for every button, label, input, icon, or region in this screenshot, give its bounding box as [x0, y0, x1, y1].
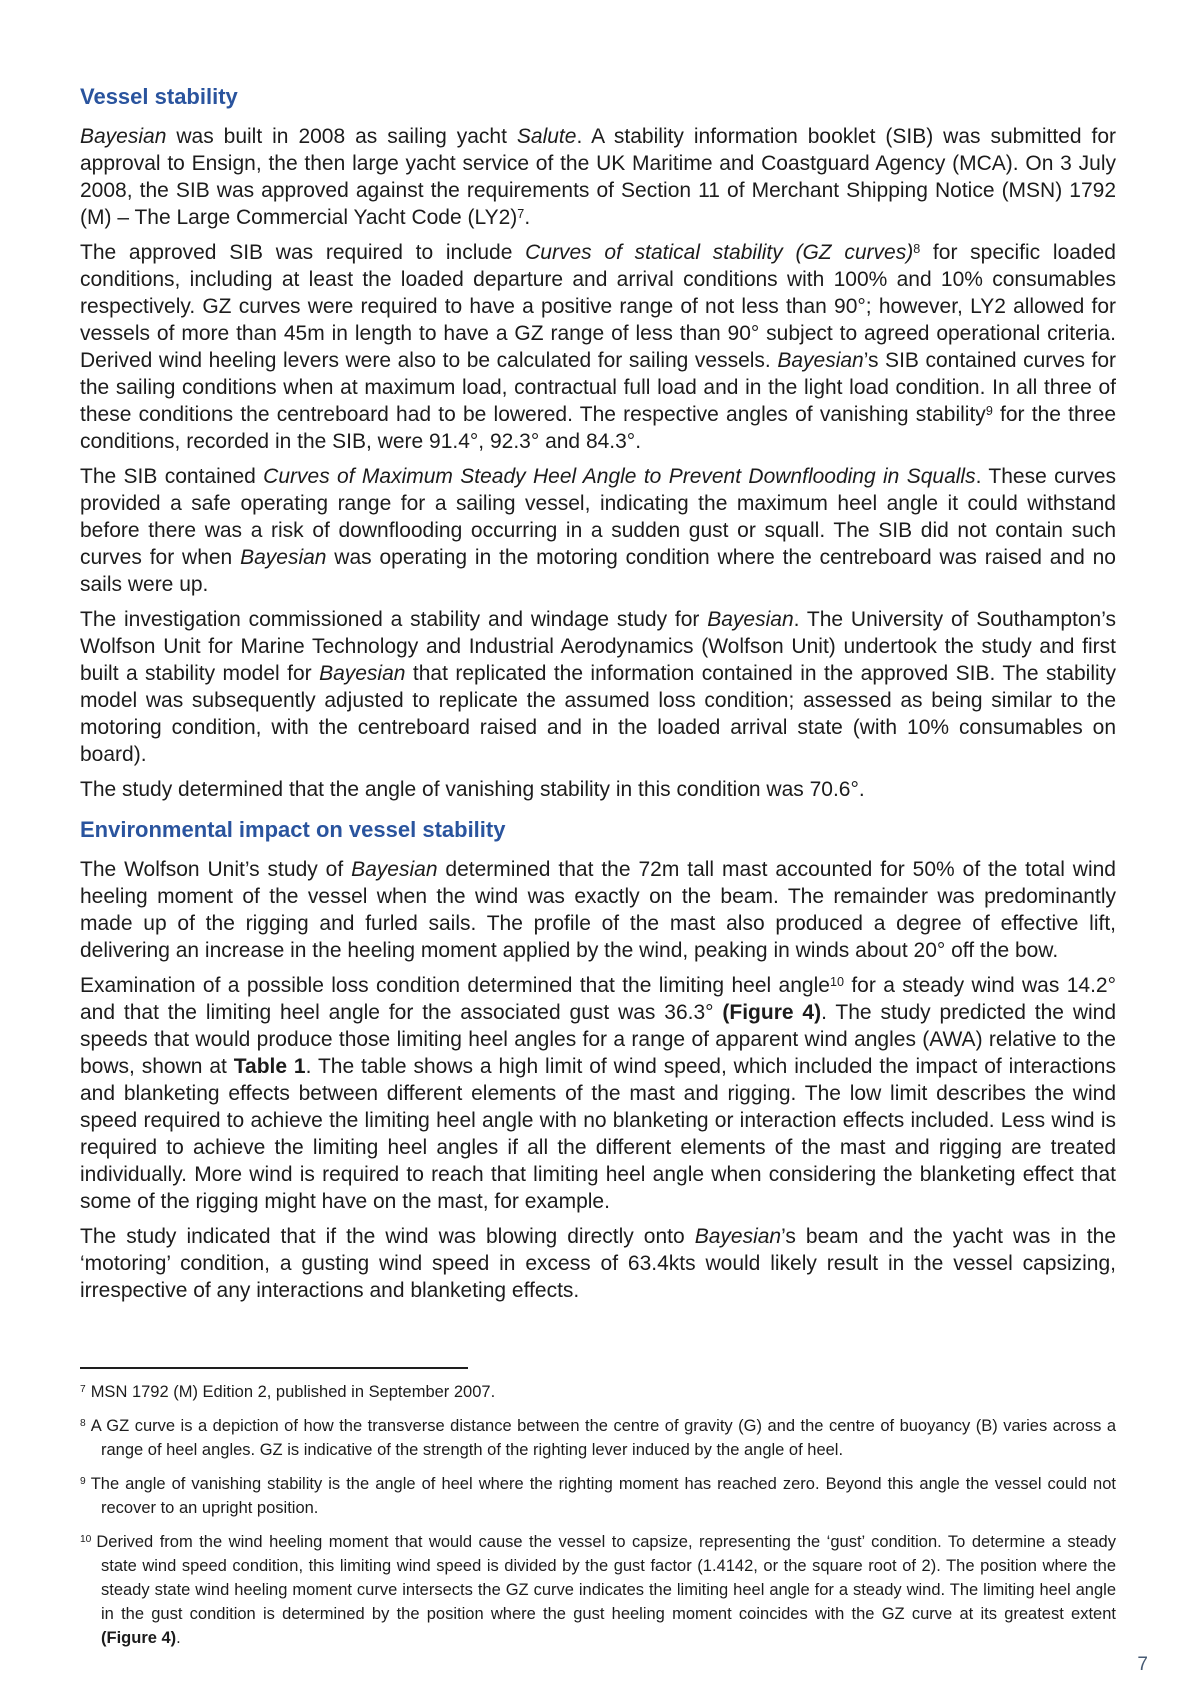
text-run: The investigation commissioned a stability and windage study for	[80, 608, 708, 631]
footnotes-section	[80, 1367, 1116, 1660]
text-run: The study determined that the angle of vanishing stability in this condition was 70.6°.	[80, 778, 865, 801]
footnote-reference: 7	[517, 207, 525, 222]
footnote-item	[80, 1414, 1116, 1462]
text-run: . These curves provided a safe operating range for a sailing vessel, indicating the maximum heel angle it could withstand before there was a risk of downflooding occurring in a sudden gust or squall. The SIB did not contain such curves for when	[80, 465, 1116, 569]
document-content	[80, 84, 1116, 1312]
text-run: .	[176, 1629, 181, 1647]
text-run: . The study predicted the wind speeds that would produce those limiting heel angles for a range of apparent wind angles (AWA) relative to the bows, shown at	[80, 1001, 1117, 1078]
footnote-marker: 9	[80, 1476, 86, 1488]
text-run: for a steady wind was 14.2° and that the limiting heel angle for the associated gust was 36.3°	[80, 974, 1116, 1024]
body-paragraph	[80, 776, 1116, 803]
text-run: The SIB contained	[80, 465, 264, 488]
footnote-reference: 10	[829, 975, 844, 990]
text-run: . The University of Southampton’s Wolfson Unit for Marine Technology and Industrial Aerodynamics (Wolfson Unit) undertook the study and first built a stability model for	[80, 608, 1116, 685]
footnote-marker: 7	[80, 1384, 86, 1396]
text-run: ’s beam and the yacht was in the ‘motoring’ condition, a gusting wind speed in excess of 63.4kts would likely result in the vessel capsizing, irrespective of any interactions and blanketing effects.	[80, 1225, 1116, 1302]
text-run: that replicated the information contained in the approved SIB. The stability model was subsequently adjusted to replicate the assumed loss condition; assessed as being similar to the motoring condition, with the centreboard raised and in the loaded arrival state (with 10% consumables on board).	[80, 662, 1116, 766]
text-run: determined that the 72m tall mast accounted for 50% of the total wind heeling moment of the vessel when the wind was exactly on the beam. The remainder was predominantly made up of the rigging and furled sails. The profile of the mast also produced a degree of effective lift, delivering an increase in the heeling moment applied by the wind, peaking in winds about 20° off the bow.	[80, 858, 1116, 962]
text-run: Bayesian	[80, 125, 167, 148]
section-heading: Vessel stability	[80, 84, 238, 109]
body-paragraph	[80, 606, 1116, 768]
footnote-separator	[80, 1367, 468, 1369]
text-run: Bayesian	[351, 858, 438, 881]
footnote-item	[80, 1530, 1116, 1650]
text-run: Table 1	[233, 1055, 306, 1078]
page-number: 7	[1137, 1654, 1148, 1675]
footnote-marker: 10	[80, 1534, 92, 1546]
footnote-list	[80, 1380, 1116, 1650]
footnote-item	[80, 1380, 1116, 1404]
footnote-marker: 8	[80, 1418, 86, 1430]
body-paragraph	[80, 123, 1116, 231]
footnote-reference: 8	[913, 242, 921, 257]
body-paragraph	[80, 856, 1116, 964]
text-run: A GZ curve is a depiction of how the transverse distance between the centre of gravity (G) and the centre of buoyancy (B) varies across a range of heel angles. GZ is indicative of the strength of the righting lever induced by the angle of heel.	[90, 1417, 1116, 1459]
text-run: for the three conditions, recorded in the SIB, were 91.4°, 92.3° and 84.3°.	[80, 403, 1117, 453]
text-run: Curves of Maximum Steady Heel Angle to Prevent Downflooding in Squalls	[263, 465, 976, 488]
text-run: Bayesian	[694, 1225, 782, 1248]
footnote-reference: 9	[985, 404, 993, 419]
text-run: Salute	[516, 125, 577, 148]
text-run: The angle of vanishing stability is the angle of heel where the righting moment has reached zero. Beyond this angle the vessel could not recover to an upright position.	[90, 1475, 1116, 1517]
text-run: Bayesian	[240, 546, 327, 569]
text-run: .	[524, 206, 531, 229]
section-heading: Environmental impact on vessel stability	[80, 817, 506, 842]
text-run: (Figure 4)	[722, 1001, 822, 1024]
text-run: Bayesian	[777, 349, 864, 372]
footnote-item	[80, 1472, 1116, 1520]
text-run: Examination of a possible loss condition determined that the limiting heel angle	[80, 974, 830, 997]
body-paragraph	[80, 1223, 1116, 1304]
text-run: The approved SIB was required to include	[80, 241, 526, 264]
text-run: was operating in the motoring condition where the centreboard was raised and no sails were up.	[80, 546, 1116, 596]
text-run: Curves of statical stability (GZ curves)	[525, 241, 914, 264]
text-run: . A stability information booklet (SIB) was submitted for approval to Ensign, the then large yacht service of the UK Maritime and Coastguard Agency (MCA). On 3 July 2008, the SIB was approved against the requirements of Section 11 of Merchant Shipping Notice (MSN) 1792 (M) – The Large Commercial Yacht Code (LY2)	[80, 125, 1116, 229]
text-run: (Figure 4)	[101, 1629, 177, 1647]
text-run: for specific loaded conditions, including at least the loaded departure and arrival conditions with 100% and 10% consumables respectively. GZ curves were required to have a positive range of not less than 90°; however, LY2 allowed for vessels of more than 45m in length to have a GZ range of less than 90° subject to agreed operational criteria. Derived wind heeling levers were also to be calculated for sailing vessels.	[80, 241, 1116, 372]
text-run: Derived from the wind heeling moment that would cause the vessel to capsize, representing the ‘gust’ condition. To determine a steady state wind speed condition, this limiting wind speed is divided by the gust factor (1.4142, or the square root of 2). The position where the steady state wind heeling moment curve intersects the GZ curve indicates the limiting heel angle for a steady wind. The limiting heel angle in the gust condition is determined by the position where the gust heeling moment coincides with the GZ curve at its greatest extent	[96, 1533, 1116, 1623]
text-run: MSN 1792 (M) Edition 2, published in September 2007.	[90, 1383, 496, 1401]
text-run: ’s SIB contained curves for the sailing conditions when at maximum load, contractual full load and in the light load condition. In all three of these conditions the centreboard had to be lowered. The respective angles of vanishing stability	[80, 349, 1117, 426]
text-run: Bayesian	[319, 662, 406, 685]
text-run: The study indicated that if the wind was blowing directly onto	[80, 1225, 695, 1248]
body-paragraph	[80, 239, 1116, 455]
text-run: was built in 2008 as sailing yacht	[166, 125, 517, 148]
body-paragraph	[80, 463, 1116, 598]
text-run: Bayesian	[707, 608, 794, 631]
body-paragraph	[80, 972, 1116, 1215]
text-run: . The table shows a high limit of wind speed, which included the impact of interactions and blanketing effects between different elements of the mast and rigging. The low limit describes the wind speed required to achieve the limiting heel angle with no blanketing or interaction effects included. Less wind is required to achieve the limiting heel angles if all the different elements of the mast and rigging are treated individually. More wind is required to reach that limiting heel angle when considering the blanketing effect that some of the rigging might have on the mast, for example.	[80, 1055, 1116, 1213]
text-run: The Wolfson Unit’s study of	[80, 858, 352, 881]
